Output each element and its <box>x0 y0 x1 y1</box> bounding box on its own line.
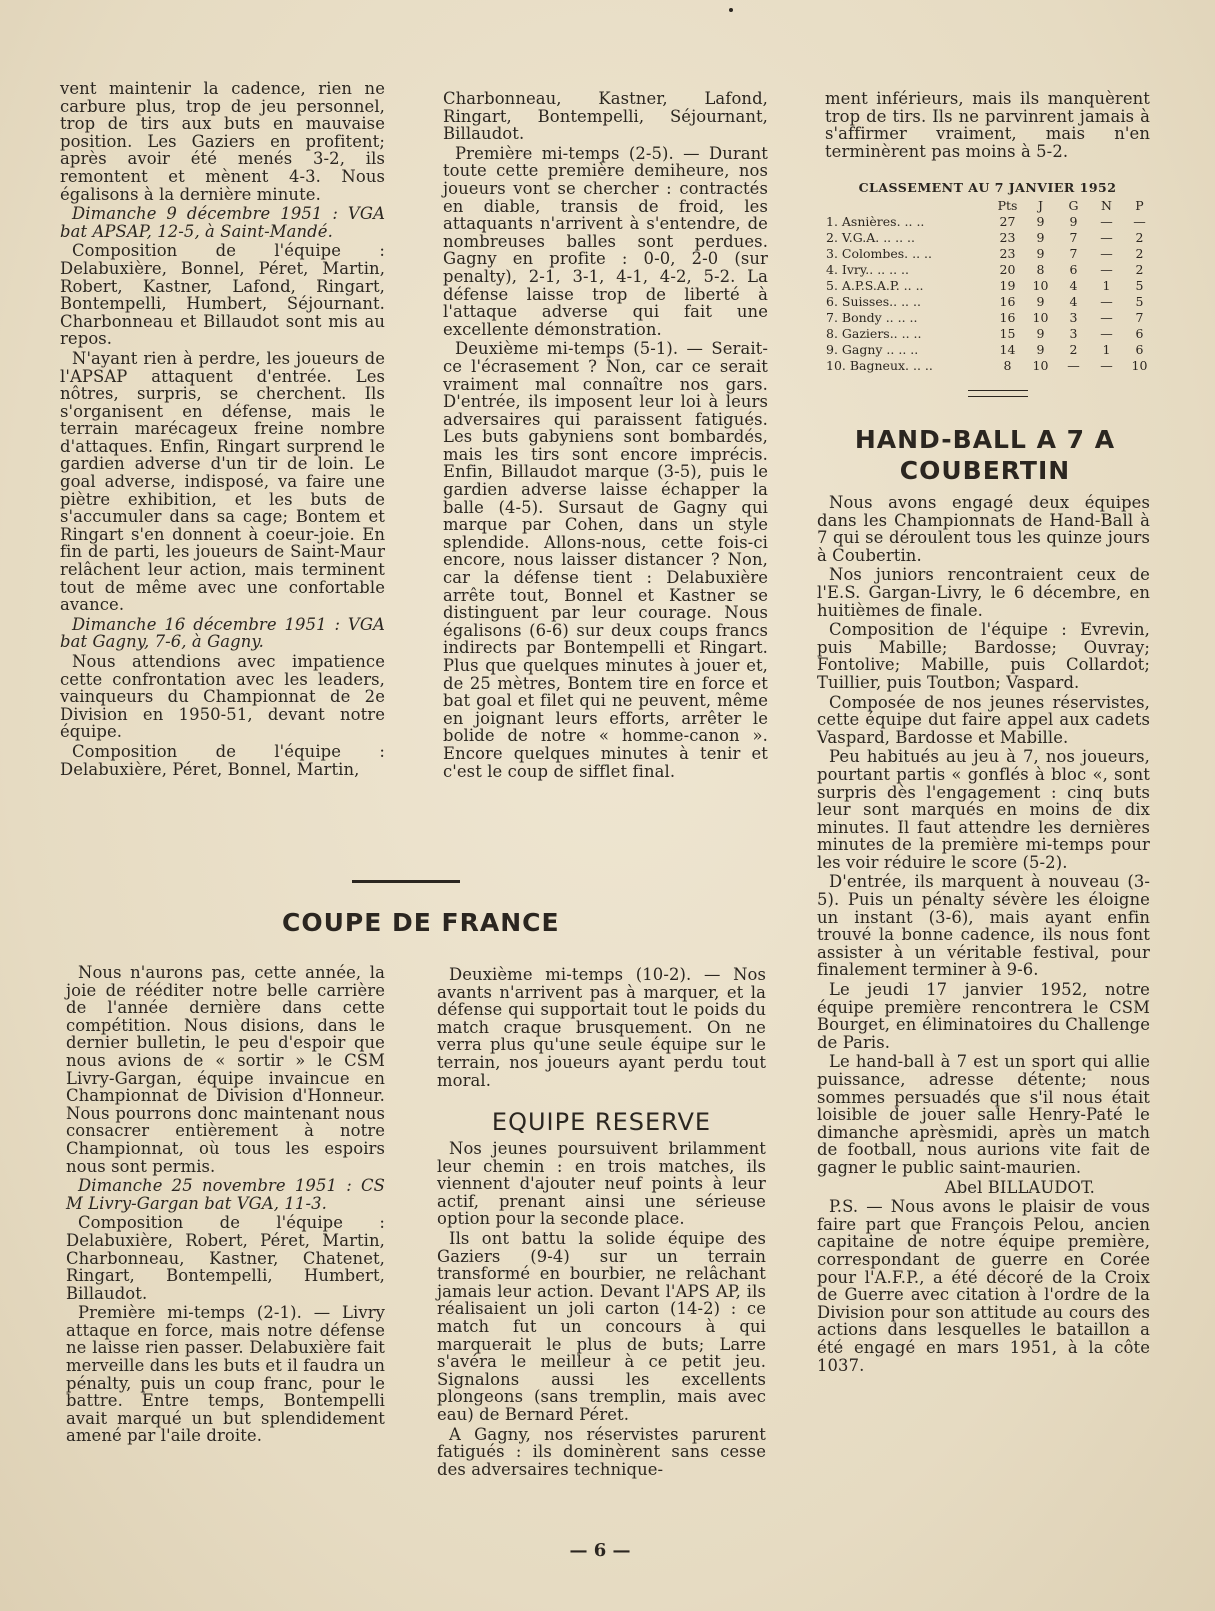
cell-pts: 14 <box>999 342 1016 357</box>
standings-row <box>826 278 1156 294</box>
cell-pts: 8 <box>1003 358 1012 373</box>
standings-body <box>826 214 1156 374</box>
cell-pts: 15 <box>999 326 1016 341</box>
cell-j: 10 <box>1032 310 1049 325</box>
cell-pts: 23 <box>999 230 1016 245</box>
cell-team: 3. Colombes. .. .. <box>826 246 932 261</box>
paragraph <box>60 242 385 348</box>
paragraph: Composée de nos jeunes réservistes, cette équipe dut faire appel aux cadets Vaspard, Bardosse et Mabille. <box>817 692 1150 747</box>
column-reserve <box>437 1140 766 1480</box>
cell-team: 8. Gaziers.. .. .. <box>826 326 922 341</box>
standings-row <box>826 310 1156 326</box>
reserve-heading: EQUIPE RESERVE <box>491 1108 712 1136</box>
composition-text: Composition de l'équipe : Delabuxière, Bonnel, Péret, Martin, Robert, Kastner, Lafond, Ringart, Bontempelli, Humbert, Séjournant. Charbonneau et Billaudot sont mis au repos. <box>60 241 385 349</box>
cell-g: 3 <box>1069 326 1078 341</box>
header-p: P <box>1135 198 1144 213</box>
team-header <box>826 198 991 214</box>
cell-team: 6. Suisses.. .. .. <box>826 294 921 309</box>
standings-row <box>826 342 1156 358</box>
paragraph: Charbonneau, Kastner, Lafond, Ringart, Bontempelli, Séjournant, Billaudot. <box>443 89 768 144</box>
paragraph: Deuxième mi-temps (10-2). — Nos avants n'arrivent pas à marquer, et la défense qui supportait tout le poids du match craque brusquement. On ne verra plus qu'une seule équipe sur le terrain, nos joueurs ayant perdu tout moral. <box>437 965 766 1090</box>
column-coupe-left <box>66 964 385 1447</box>
cell-pts: 20 <box>999 262 1016 277</box>
match-heading: Dimanche 25 novembre 1951 : CS M Livry-Gargan bat VGA, 11-3. <box>66 1176 385 1213</box>
cell-j: 9 <box>1036 246 1045 261</box>
paragraph: Première mi-temps (2-1). — Livry attaque en force, mais notre défense ne laisse rien passer. Delabuxière fait merveille dans les buts et il faudra un pénalty, puis un coup franc, pour le battre. Entre temps, Bontempelli avait marqué un but splendidement amené par l'aile droite. <box>66 1303 385 1446</box>
column-2 <box>443 90 768 782</box>
paragraph: Composition de l'équipe : Delabuxière, Robert, Péret, Martin, Charbonneau, Kastner, Chatenet, Ringart, Bontempelli, Humbert, Billaudot. <box>66 1213 385 1303</box>
paragraph: Le jeudi 17 janvier 1952, notre équipe première rencontrera le CSM Bourget, en éliminatoires du Challenge de Paris. <box>817 980 1150 1052</box>
header-pts: Pts <box>997 198 1018 213</box>
cell-n: — <box>1100 310 1113 325</box>
paragraph: Ils ont battu la solide équipe des Gaziers (9-4) sur un terrain transformé en bourbier, ne relâchant jamais leur action. Devant l'APS AP, ils réalisaient un joli carton (14-2) : ce match fut un concours à qui marquerait le plus de buts; Larre s'avéra le meilleur à ce petit jeu. Signalons aussi les excellents plongeons (sans tremplin, mais avec eau) de Bernard Péret. <box>437 1228 766 1424</box>
cell-p: 10 <box>1131 358 1148 373</box>
cell-n: 1 <box>1102 278 1111 293</box>
divider <box>352 880 460 883</box>
cell-j: 9 <box>1036 230 1045 245</box>
paragraph: Le hand-ball à 7 est un sport qui allie puissance, adresse détente; nous sommes persuadés que s'il nous était loisible de jouer salle Henry-Paté le dimanche aprèsmidi, après un match de football, nous aurions vite fait de gagner le public saint-maurien. <box>817 1052 1150 1177</box>
cell-j: 9 <box>1036 214 1045 229</box>
print-dot <box>729 8 733 12</box>
cell-j: 9 <box>1036 326 1045 341</box>
column-1 <box>60 80 385 780</box>
paragraph: vent maintenir la cadence, rien ne carbure plus, trop de jeu personnel, trop de tirs aux buts en mauvaise position. Les Gaziers en profitent; après avoir été menés 3-2, ils remontent et mènent 4-3. Nous égalisons à la dernière minute. <box>60 79 385 204</box>
standings-row <box>826 262 1156 278</box>
paragraph: Deuxième mi-temps (5-1). — Serait-ce l'écrasement ? Non, car ce serait vraiment mal connaître nos gars. D'entrée, ils imposent leur loi à leurs adversaires qui paraissent fatigués. Les buts gabyniens sont bombardés, mais les tirs sont encore imprécis. Enfin, Billaudot marque (3-5), puis le gardien adverse laisse échapper la balle (4-5). Sursaut de Gagny qui marque par Cohen, dans un style splendide. Allons-nous, cette fois-ci encore, nous laisser distancer ? Non, car la défense tient : Delabuxière arrête tout, Bonnel et Kastner se distinguent par leur courage. Nous égalisons (6-6) sur deux coups francs indirects par Bontempelli et Ringart. Plus que quelques minutes à jouer et, de 25 mètres, Bontem tire en force et bat goal et filet qui ne peuvent, même en joignant leurs efforts, arrêter le bolide de notre « homme-canon ». Encore quelques minutes à tenir et c'est le coup de sifflet final. <box>443 339 768 781</box>
cell-g: — <box>1067 358 1080 373</box>
paragraph: A Gagny, nos réservistes parurent fatigués : ils dominèrent sans cesse des adversaires technique- <box>437 1424 766 1479</box>
cell-n: — <box>1100 326 1113 341</box>
cell-p: — <box>1133 214 1146 229</box>
cell-p: 6 <box>1135 342 1144 357</box>
standings-row <box>826 246 1156 262</box>
paragraph: Peu habitués au jeu à 7, nos joueurs, pourtant partis « gonflés à bloc «, sont surpris dès l'engagement : cinq buts leur sont marqués en moins de dix minutes. Il faut attendre les dernières minutes de la première mi-temps pour les voir réduire le score (5-2). <box>817 747 1150 872</box>
cell-team: 5. A.P.S.A.P. .. .. <box>826 278 924 293</box>
cell-team: 2. V.G.A. .. .. .. <box>826 230 915 245</box>
cell-g: 6 <box>1069 262 1078 277</box>
cell-g: 7 <box>1069 246 1078 261</box>
handball-heading: HAND-BALL A 7 A COUBERTIN <box>854 425 1116 485</box>
header-j: J <box>1037 198 1043 213</box>
match-heading: Dimanche 16 décembre 1951 : VGA bat Gagny, 7-6, à Gagny. <box>60 614 385 652</box>
cell-pts: 19 <box>999 278 1016 293</box>
cell-team: 9. Gagny .. .. .. <box>826 342 919 357</box>
cell-n: — <box>1100 246 1113 261</box>
divider <box>968 390 1028 397</box>
column-3 <box>825 90 1150 162</box>
cell-g: 7 <box>1069 230 1078 245</box>
cell-j: 10 <box>1032 358 1049 373</box>
cell-p: 5 <box>1135 278 1144 293</box>
paragraph: Nos juniors rencontraient ceux de l'E.S. Gargan-Livry, le 6 décembre, en huitièmes de finale. <box>817 565 1150 620</box>
cell-j: 8 <box>1036 262 1045 277</box>
standings-row <box>826 294 1156 310</box>
page-number: — 6 — <box>569 1540 631 1561</box>
cell-g: 4 <box>1069 278 1078 293</box>
cell-p: 5 <box>1135 294 1144 309</box>
cell-p: 2 <box>1135 246 1144 261</box>
cell-p: 7 <box>1135 310 1144 325</box>
signature: Abel BILLAUDOT. <box>944 1177 1095 1197</box>
cell-pts: 23 <box>999 246 1016 261</box>
standings-row <box>826 230 1156 246</box>
postscript: P.S. — Nous avons le plaisir de vous faire part que François Pelou, ancien capitaine de notre équipe première, correspondant de guerre en Corée pour l'A.F.P., a été décoré de la Croix de Guerre avec citation à l'ordre de la Division pour son attitude au cours des actions dans lesquelles le bataillon a été engagé en mars 1951, à la côte 1037. <box>817 1197 1150 1375</box>
cell-pts: 27 <box>999 214 1016 229</box>
cell-j: 9 <box>1036 294 1045 309</box>
header-g: G <box>1068 198 1079 213</box>
cell-n: 1 <box>1102 342 1111 357</box>
paragraph: Nous n'aurons pas, cette année, la joie de rééditer notre belle carrière de l'année dernière dans cette compétition. Nous disions, dans le dernier bulletin, le peu d'espoir que nous avions de « sortir » le CSM Livry-Gargan, équipe invaincue en Championnat de Division d'Honneur. Nous pourrons donc maintenant nous consacrer entièrement à notre Championnat, où tous les espoirs nous sont permis. <box>66 963 385 1176</box>
paragraph: Nos jeunes poursuivent brilamment leur chemin : en trois matches, ils viennent d'ajouter neuf points à leur actif, prenant ainsi une sérieuse option pour la seconde place. <box>437 1139 766 1229</box>
cell-n: — <box>1100 262 1113 277</box>
cell-team: 1. Asnières. .. .. <box>826 214 925 229</box>
paragraph: Nous avons engagé deux équipes dans les Championnats de Hand-Ball à 7 qui se déroulent tous les quinze jours à Coubertin. <box>817 493 1150 565</box>
cell-p: 2 <box>1135 230 1144 245</box>
cell-team: 4. Ivry.. .. .. .. <box>826 262 909 277</box>
cell-n: — <box>1100 294 1113 309</box>
cell-g: 3 <box>1069 310 1078 325</box>
column-handball <box>817 494 1150 1376</box>
standings-row <box>826 326 1156 342</box>
cell-p: 2 <box>1135 262 1144 277</box>
coupe-heading: COUPE DE FRANCE <box>282 908 560 937</box>
paragraph: D'entrée, ils marquent à nouveau (3-5). Puis un pénalty sévère les éloigne un instant (3-6), mais ayant enfin trouvé la bonne cadence, ils nous font assister à un véritable festival, pour finalement terminer à 9-6. <box>817 872 1150 980</box>
standings-title: CLASSEMENT AU 7 JANVIER 1952 <box>858 180 1117 195</box>
cell-g: 2 <box>1069 342 1078 357</box>
paragraph: Composition de l'équipe : Evrevin, puis Mabille; Bardosse; Ouvray; Fontolive; Mabille, puis Collardot; Tuillier, puis Toutbon; Vaspard. <box>817 620 1150 692</box>
standings-header-row <box>826 198 1156 214</box>
paragraph: Première mi-temps (2-5). — Durant toute cette première demiheure, nos joueurs vont se chercher : contractés en diable, transis de froid, les attaquants n'arrivent à s'entendre, de nombreuses balles sont perdues. Gagny en profite : 0-0, 2-0 (sur penalty), 2-1, 3-1, 4-1, 4-2, 5-2. La défense laisse trop de liberté à l'attaque adverse qui fait une excellente démonstration. <box>443 143 768 339</box>
cell-team: 10. Bagneux. .. .. <box>826 358 933 373</box>
paragraph: Nous attendions avec impatience cette confrontation avec les leaders, vainqueurs du Championnat de 2e Division en 1950-51, devant notre équipe. <box>60 652 385 742</box>
cell-j: 9 <box>1036 342 1045 357</box>
paragraph: Composition de l'équipe : Delabuxière, Péret, Bonnel, Martin, <box>60 741 385 779</box>
column-coupe-right <box>437 966 766 1091</box>
paragraph: ment inférieurs, mais ils manquèrent trop de tirs. Ils ne parvinrent jamais à s'affirmer vraiment, mais n'en terminèrent pas moins à 5-2. <box>825 89 1150 161</box>
cell-pts: 16 <box>999 310 1016 325</box>
cell-g: 9 <box>1069 214 1078 229</box>
match-heading: Dimanche 9 décembre 1951 : VGA bat APSAP, 12-5, à Saint-Mandé. <box>60 204 385 241</box>
paragraph: N'ayant rien à perdre, les joueurs de l'APSAP attaquent d'entrée. Les nôtres, surpris, se cherchent. Ils s'organisent en défense, mais le terrain marécageux freine nombre d'attaques. Enfin, Ringart surprend le gardien adverse d'un tir de loin. Le goal adverse, indisposé, va faire une piètre exhibition, et les buts de s'accumuler dans sa cage; Bontem et Ringart s'en donnent à coeur-joie. En fin de parti, les joueurs de Saint-Maur relâchent leur action, mais terminent tout de même avec une confortable avance. <box>60 348 385 615</box>
header-n: N <box>1101 198 1112 213</box>
cell-p: 6 <box>1135 326 1144 341</box>
cell-n: — <box>1100 214 1113 229</box>
standings-row <box>826 358 1156 374</box>
standings-row <box>826 214 1156 230</box>
cell-j: 10 <box>1032 278 1049 293</box>
cell-team: 7. Bondy .. .. .. <box>826 310 918 325</box>
standings-table <box>826 198 1156 374</box>
cell-n: — <box>1100 230 1113 245</box>
cell-n: — <box>1100 358 1113 373</box>
cell-g: 4 <box>1069 294 1078 309</box>
cell-pts: 16 <box>999 294 1016 309</box>
